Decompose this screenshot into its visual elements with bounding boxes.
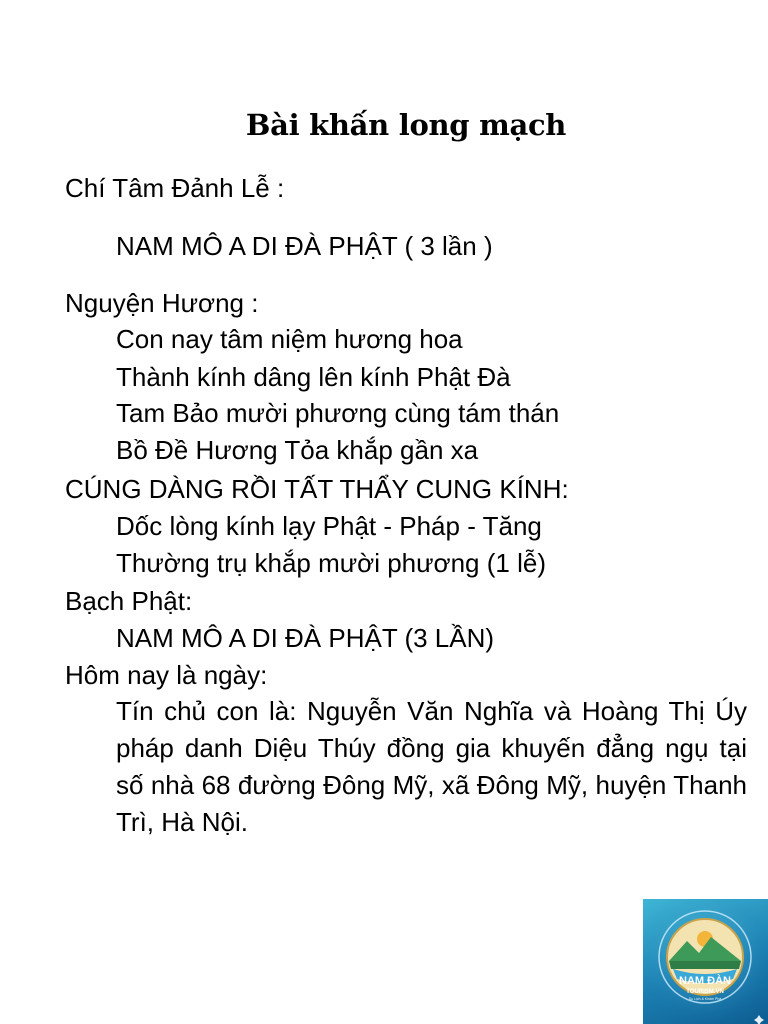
logo-site: TOURISM.VN [686, 989, 724, 995]
text-line: NAM MÔ A DI ĐÀ PHẬT (3 LẦN) [116, 623, 495, 653]
text-line: CÚNG DÀNG RỒI TẤT THẨY CUNG KÍNH: [65, 474, 569, 504]
logo-tagline: Du Lịch & Khám Phá [688, 997, 722, 1001]
text-line: Tam Bảo mười phương cùng tám thán [116, 398, 560, 428]
namdan-tourism-logo [643, 899, 768, 1024]
text-line: Dốc lòng kính lạy Phật - Pháp - Tăng [116, 511, 542, 541]
text-line: Hôm nay là ngày: [65, 660, 268, 690]
text-line: Nguyện Hương : [65, 288, 259, 318]
logo-name: NAM ĐÀN [679, 975, 731, 987]
text-line: Thường trụ khắp mười phương (1 lễ) [116, 548, 546, 578]
text-line: Con nay tâm niệm hương hoa [116, 324, 463, 354]
text-line: Chí Tâm Đảnh Lễ : [65, 173, 285, 203]
text-line: Bạch Phật: [65, 586, 193, 616]
text-line: Bồ Đề Hương Tỏa khắp gần xa [116, 435, 479, 465]
text-line: NAM MÔ A DI ĐÀ PHẬT ( 3 lần ) [116, 231, 493, 261]
text-paragraph: Tín chủ con là: Nguyễn Văn Nghĩa và Hoàng Thị Úy pháp danh Diệu Thúy đồng gia khuyến đẳng ngụ tại số nhà 68 đường Đông Mỹ, xã Đông Mỹ, huyện Thanh Trì, Hà Nội. [116, 696, 747, 837]
text-line: Thành kính dâng lên kính Phật Đà [116, 362, 511, 392]
document-title: Bài khấn long mạch [245, 108, 567, 142]
